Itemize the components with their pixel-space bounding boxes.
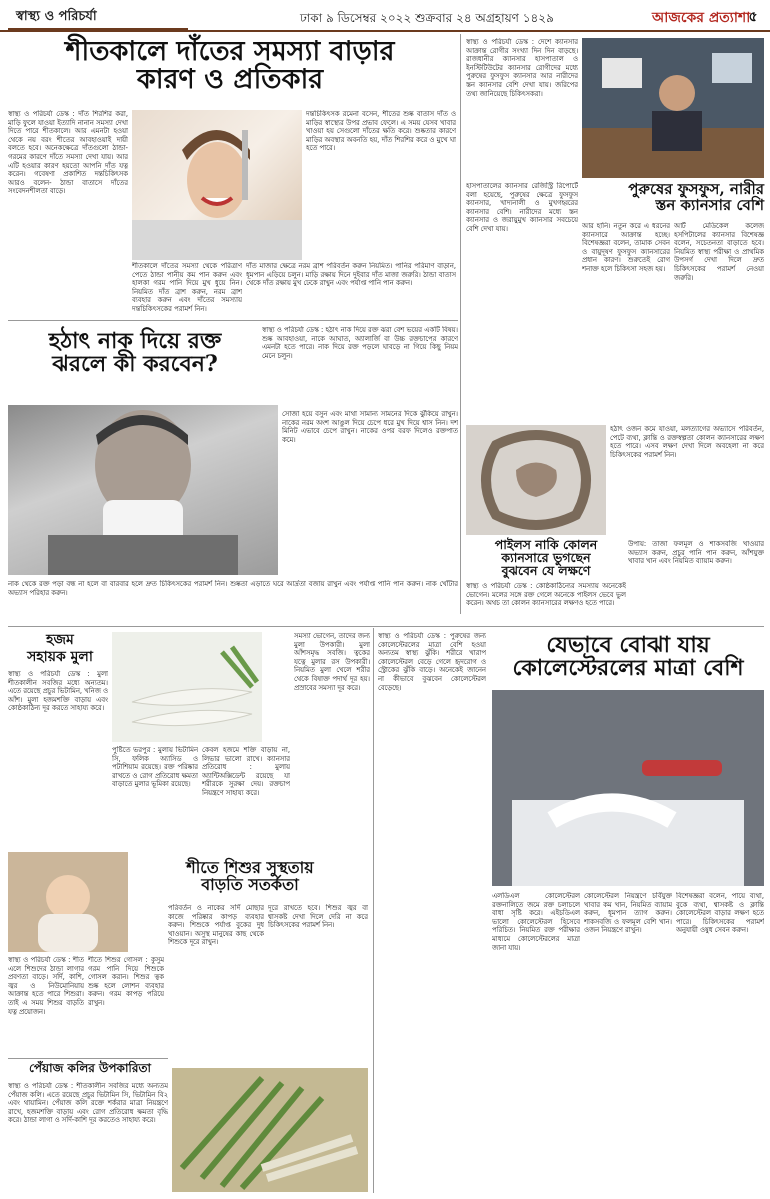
lung-headline	[582, 182, 764, 214]
baby-photo	[8, 852, 128, 952]
teeth-headline-line1: শীতকালে দাঁতের সমস্যা বাড়ার	[65, 36, 395, 67]
lung-headline-line1: পুরুষের ফুসফুস, নারীর	[628, 180, 764, 198]
nose-body-col3: নাক থেকে রক্ত পড়া বন্ধ না হলে বা বারবার হলে দ্রুত চিকিৎসকের পরামর্শ নিন। শুষ্কতা এড়াতে ঘরে আর্দ্রতা বজায় রাখুন এবং পর্যাপ্ত পানি পান করুন। নাক খোঁটার অভ্যাস পরিহার করুন।	[8, 580, 458, 597]
piles-headline-line3: বুঝবেন যে লক্ষণে	[501, 563, 591, 579]
baby-body-col2: শীতে শিশুর গোসল : কুসুম গরম পানি দিয়ে শিশুকে গোসল করান। শিশুর ত্বক শুষ্ক হলে লোশন ব্যবহার করুন। গরম কাপড় পরিয়ে রাখুন।	[88, 956, 164, 1007]
teeth-headline-line2: কারণ ও প্রতিকার	[136, 64, 324, 96]
piles-photo	[466, 425, 606, 535]
lung-headline-line2: স্তন ক্যানসার বেশি	[655, 195, 764, 214]
divider	[8, 626, 764, 627]
piles-body-col3: স্বাস্থ্য ও পরিচর্যা ডেস্ক : কোষ্ঠকাঠিন্যের সমস্যায় অনেকেই ভোগেন। মলের সঙ্গে রক্ত গেলে অনেকে পাইলস ভেবে ভুল করেন। অথচ তা কোলন ক্যানসারের লক্ষণও হতে পারে।	[466, 582, 626, 608]
lung-photo	[582, 38, 764, 178]
lung-body-col3: আর হানি। নতুন করে এ ধরনের ক্যানসারে আক্রান্ত হচ্ছে। বিশেষজ্ঞরা বলেন, তামাক সেবন ও বায়ুদূষণ ফুসফুস ক্যানসারের প্রধান কারণ। শুরুতেই রোগ শনাক্ত হলে চিকিৎসা সহজ হয়।	[582, 222, 670, 273]
column-divider	[460, 34, 461, 614]
nose-photo	[8, 405, 278, 575]
header-rule	[0, 30, 770, 32]
onion-headline: পেঁয়াজ কলির উপকারিতা	[29, 1061, 151, 1075]
spring-onion-icon	[172, 1068, 368, 1192]
teeth-body-col3: শীতকালে দাঁতের সমস্যা থেকে পরিত্রাণ পেতে ঠান্ডা পানীয় কম পান করুন এবং হালকা গরম পানি দিয়ে মুখ ধুয়ে নিন। নিয়মিত দাঁত ব্রাশ করুন, নরম ব্রাশ ব্যবহার করুন এবং দাঁতের সমস্যায় দন্তচিকিৎসকের পরামর্শ নিন।	[132, 262, 242, 313]
baby-body-col1: স্বাস্থ্য ও পরিচর্যা ডেস্ক : শীত এলে শিশুদের ঠান্ডা লাগার প্রবণতা বাড়ে। সর্দি, কাশি, জ্বর ও নিউমোনিয়ায় আক্রান্ত হতে পারে শিশুরা। তাই এ সময় শিশুর বাড়তি যত্ন প্রয়োজন।	[8, 956, 84, 1016]
radish-body-col2: পুষ্টিতে ভরপুর : মুলায় ভিটামিন সি, ফলিক অ্যাসিড ও পটাশিয়াম রয়েছে। রক্ত পরিষ্কার রাখতে ও রোগ প্রতিরোধ ক্ষমতা বাড়াতে মুলার ভূমিকা রয়েছে।	[112, 746, 198, 789]
radish-headline	[10, 632, 110, 666]
radish-photo	[112, 632, 262, 742]
cholesterol-photo	[492, 690, 764, 886]
cholesterol-body-col4: বিশেষজ্ঞরা বলেন, পায়ে ব্যথা, বুকে ব্যথা, শ্বাসকষ্ট ও ক্লান্তি কোলেস্টেরল বাড়ার লক্ষণ হতে পারে। চিকিৎসকের পরামর্শ অনুযায়ী ওষুধ সেবন করুন।	[676, 892, 764, 935]
nose-headline-line1: হঠাৎ নাক দিয়ে রক্ত	[48, 328, 222, 354]
cholesterol-headline-line1: যেভাবে বোঝা যায়	[546, 632, 710, 658]
blood-test-icon	[492, 690, 764, 886]
dateline: ঢাকা ৯ ডিসেম্বর ২০২২ শুক্রবার ২৪ অগ্রহায়ণ ১৪২৯	[300, 11, 554, 25]
radish-body-col4: সমস্যা ভোগেন, তাদের জন্য মুলা উপকারী। মুলা আঁশসমৃদ্ধ সবজি। ত্বকের যত্নে মুলার রস উপকারী। নিয়মিত মুলা খেলে শরীর থেকে বিষাক্ত পদার্থ দূর হয়। প্রস্রাবের সমস্যা দূর করে।	[294, 632, 370, 692]
radish-body-col1: স্বাস্থ্য ও পরিচর্যা ডেস্ক : মুলা শীতকালীন সবজির মধ্যে অন্যতম। এতে রয়েছে প্রচুর ভিটামিন, খনিজ ও আঁশ। মুলা হজমশক্তি বাড়ায় এবং কোষ্ঠকাঠিন্য দূর করতে সাহায্য করে।	[8, 670, 108, 713]
nose-headline	[10, 330, 260, 376]
cholesterol-body-col3: কোলেস্টেরল নিয়ন্ত্রণে চর্বিযুক্ত খাবার কম খান, নিয়মিত ব্যায়াম করুন, ধূমপান ত্যাগ করুন। শাকসবজি ও ফলমূল বেশি খান। ওজন নিয়ন্ত্রণে রাখুন।	[584, 892, 672, 935]
divider	[8, 320, 458, 321]
lung-body-col1: স্বাস্থ্য ও পরিচর্যা ডেস্ক : দেশে ক্যানসার আক্রান্ত রোগীর সংখ্যা দিন দিন বাড়ছে। রাজধানীর ক্যানসার হাসপাতাল ও ইনস্টিটিউটের ক্যানসার রোগীদের মধ্যে পুরুষের ফুসফুস ক্যানসার আর নারীদের স্তন ক্যানসার বেশি দেখা যায়। জরিপের তথ্য জানিয়েছে চিকিৎসকরা।	[466, 38, 578, 98]
man-with-tissue-icon	[8, 405, 278, 575]
doctor-speaking-icon	[582, 38, 764, 178]
baby-headline	[132, 860, 368, 894]
baby-headline-line1: শীতে শিশুর সুস্থতায়	[186, 858, 314, 877]
onion-photo	[172, 1068, 368, 1192]
divider	[8, 1058, 168, 1059]
teeth-photo	[132, 110, 302, 260]
baby-body-col3: পরিবর্তন ও নাকের সর্দি মোছার কাজে পরিষ্কার কাপড় ব্যবহার করুন। শিশুকে পর্যাপ্ত বুকের দুধ খাওয়ান। অসুস্থ মানুষের কাছ থেকে শিশুকে দূরে রাখুন।	[168, 904, 264, 947]
teeth-body-col2: দন্তচিকিৎসক রমেনা বসেন, শীতের শুষ্ক বাতাস দাঁত ও মাড়ির স্বাস্থ্যের উপর প্রভাব ফেলে। এ সময় যেসব খাবার খাওয়া হয় সেগুলো দাঁতের ক্ষতি করে। শুষ্কতার কারণে মাড়ির অবস্থার অবনতি হয়, দাঁত শিরশির করে ও মুখে ঘা হতে পারে।	[306, 110, 456, 153]
baby-headline-line2: বাড়তি সতর্কতা	[201, 874, 299, 894]
dentist-smile-icon	[132, 110, 302, 260]
radish-icon	[112, 632, 262, 742]
nose-headline-line2: ঝরলে কী করবেন?	[52, 351, 218, 378]
piles-headline	[466, 538, 626, 577]
piles-body-col1: হঠাৎ ওজন কমে যাওয়া, মলত্যাগের অভ্যাসে পরিবর্তন, পেটে ব্যথা, ক্লান্তি ও রক্তস্বল্পতা কোলন ক্যানসারের লক্ষণ হতে পারে। এসব লক্ষণ দেখা দিলে অবহেলা না করে চিকিৎসকের পরামর্শ নিন।	[610, 425, 764, 459]
cholesterol-headline	[492, 634, 764, 680]
nose-body-col1: স্বাস্থ্য ও পরিচর্যা ডেস্ক : হঠাৎ নাক দিয়ে রক্ত ঝরা বেশ ভয়ের একটি বিষয়। শুষ্ক আবহাওয়া, নাকে আঘাত, অ্যালার্জি বা উচ্চ রক্তচাপের কারণে এমনটা হতে পারে। নাক দিয়ে রক্ত পড়লে ঘাবড়ে না গিয়ে কিছু নিয়ম মেনে চলুন।	[262, 326, 458, 360]
column-divider	[373, 628, 374, 1193]
cholesterol-body-col1: স্বাস্থ্য ও পরিচর্যা ডেস্ক : পুরুষের জন্য কোলেস্টেরলের মাত্রা বেশি হওয়া অন্যতম স্বাস্থ্য ঝুঁকি। শরীরে খারাপ কোলেস্টেরল বেড়ে গেলে হৃদরোগ ও স্ট্রোকের ঝুঁকি বাড়ে। অনেকেই জানেন না কীভাবে বুঝবেন কোলেস্টেরল বেড়েছে।	[378, 632, 486, 692]
radish-headline-line2: সহায়ক মুলা	[27, 649, 93, 665]
onion-body: স্বাস্থ্য ও পরিচর্যা ডেস্ক : শীতকালীন সবজির মধ্যে অন্যতম পেঁয়াজ কলি। এতে রয়েছে প্রচুর ভিটামিন সি, ভিটামিন বি২ এবং থায়ামিন। পেঁয়াজ কলি রক্তে শর্করার মাত্রা নিয়ন্ত্রণে রাখে, হজমশক্তি বাড়ায় এবং রোগ প্রতিরোধ ক্ষমতা বৃদ্ধি করে। ঠান্ডা লাগা ও সর্দি-কাশি দূর করতেও সাহায্য করে।	[8, 1082, 168, 1125]
lung-body-col2: হাসপাতালের ক্যানসার রেজিস্ট্রি রিপোর্টে বলা হয়েছে, পুরুষের ক্ষেত্রে ফুসফুস ক্যানসার, খাদ্যনালী ও মুখগহ্বরের ক্যানসার বেশি। নারীদের মধ্যে স্তন ক্যানসার ও জরায়ুমুখ ক্যানসার সবচেয়ে বেশি দেখা যায়।	[466, 182, 578, 233]
section-tab	[8, 6, 188, 31]
teeth-body-col4: দাঁত মাজার ক্ষেত্রে নরম ব্রাশ পরিবর্তন করুন নিয়মিত। পানির পরিমাণ বাড়ান, ধূমপান এড়িয়ে চলুন। মাড়ি রক্ষায় দিনে দুইবার দাঁত মাজা জরুরি। ঠান্ডা বাতাস থেকে দাঁত রক্ষায় মুখ ঢেকে রাখুন এবং পর্যাপ্ত পানি পান করুন।	[246, 262, 456, 288]
radish-body-col3: কেবল হজমে শক্তি বাড়ায় না, লিভার ভালো রাখে। ক্যানসার প্রতিরোধ : মুলায় অ্যান্টিঅক্সিডেন্ট রয়েছে যা শরীরকে সুরক্ষা দেয়। রক্তচাপ নিয়ন্ত্রণে সাহায্য করে।	[202, 746, 290, 797]
brand-name: আজকের প্রত্যাশা	[652, 10, 751, 26]
intestine-icon	[466, 425, 606, 535]
lung-body-col4: আর্ট মেডিকেল কলেজ হসপিটালের ক্যানসার বিশেষজ্ঞ বলেন, সচেতনতা বাড়াতে হবে। নিয়মিত স্বাস্থ্য পরীক্ষা ও প্রাথমিক উপসর্গ দেখা দিলে দ্রুত চিকিৎসকের পরামর্শ নেওয়া জরুরি।	[674, 222, 764, 282]
teeth-headline	[10, 38, 450, 95]
cholesterol-body-col2: এলডিএল কোলেস্টেরল রক্তনালিতে জমে রক্ত চলাচলে বাধা সৃষ্টি করে। এইচডিএল ভালো কোলেস্টেরল হিসেবে পরিচিত। নিয়মিত রক্ত পরীক্ষার মাধ্যমে কোলেস্টেরলের মাত্রা জানা যায়।	[492, 892, 580, 952]
cholesterol-headline-line2: কোলেস্টেরলের মাত্রা বেশি	[512, 655, 744, 682]
baby-icon	[8, 852, 128, 952]
piles-body-col2: উপায়: তাজা ফলমূল ও শাকসবজি খাওয়ার অভ্যাস করুন, প্রচুর পানি পান করুন, আঁশযুক্ত খাবার খান এবং নিয়মিত ব্যায়াম করুন।	[628, 540, 764, 566]
nose-body-col2: সোজা হয়ে বসুন এবং মাথা সামান্য সামনের দিকে ঝুঁকিয়ে রাখুন। নাকের নরম অংশ আঙুল দিয়ে চেপে ধরে মুখ দিয়ে শ্বাস নিন। দশ মিনিট এভাবে চেপে রাখুন। নাকের ওপর বরফ দিলেও রক্তপাত কমে।	[282, 410, 458, 444]
section-title: স্বাস্থ্য ও পরিচর্যা	[16, 9, 97, 24]
radish-headline-line1: হজম	[46, 632, 74, 648]
teeth-body-col1: স্বাস্থ্য ও পরিচর্যা ডেস্ক : দাঁত শিরশির করা, মাড়ি ফুলে যাওয়া ইত্যাদি নানান সমস্যা দেখা দিতে পারে শীতকালে। আর এমনটা হওয়া থেকে নয় বরং শীতের আবহাওয়াই দায়ী বলতে হবে। অনেকক্ষেত্রে দাঁতগুলো ঠান্ডা-গরমের কারণে দাঁতে সমস্যা দেখা যায়। আর এটি হওয়ার কারণ হয়তো আপনি দাঁত যত্ন করেন। গবেষণা প্রকাশিত দন্তচিকিৎসক আরও বলেন- ঠান্ডা বাতাসে দাঁতের সংবেদনশীলতা বাড়ে।	[8, 110, 128, 196]
piles-headline-line1: পাইলস নাকি কোলন	[494, 537, 598, 552]
newspaper-brand	[652, 6, 758, 28]
baby-body-col4: দূরে রাখতে হবে। শিশুর জ্বর বা শ্বাসকষ্ট দেখা দিলে দেরি না করে চিকিৎসকের পরামর্শ নিন।	[268, 904, 368, 930]
piles-headline-line2: ক্যানসারে ভুগছেন	[501, 550, 591, 566]
page-number: ৫	[748, 9, 758, 25]
